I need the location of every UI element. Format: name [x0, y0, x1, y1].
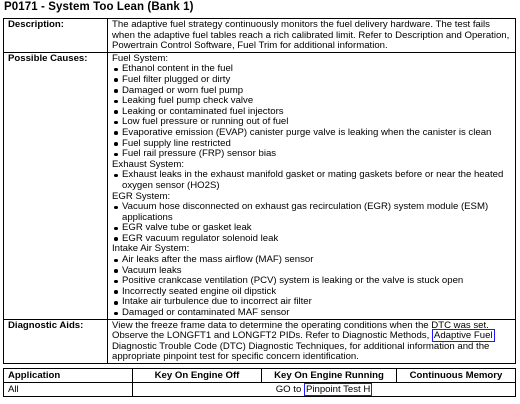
possible-causes-content	[108, 52, 516, 319]
dtc-info-table	[3, 18, 516, 364]
cause-item: Exhaust leaks in the exhaust manifold gasket or mating gaskets before or near the heated oxygen sensor (HO2S)	[112, 170, 512, 191]
goto-prefix: GO to	[275, 384, 302, 395]
cause-group-title: Intake Air System:	[112, 243, 190, 255]
cause-list	[112, 170, 512, 191]
cause-item: Leaking or contaminated fuel injectors	[112, 107, 512, 118]
description-row	[4, 19, 516, 53]
diagnostic-aids-row	[4, 319, 516, 363]
continuous-memory-header: Continuous Memory	[397, 369, 516, 383]
cause-group-title: Fuel System:	[112, 52, 168, 64]
application-header-row	[4, 369, 516, 383]
application-cell: All	[4, 383, 133, 397]
cause-item: EGR valve tube or gasket leak	[112, 223, 512, 234]
cause-group-title: EGR System:	[112, 190, 171, 202]
diagnostic-aids-label: Diagnostic Aids:	[4, 319, 108, 363]
diagnostic-aids-text-after: Diagnostic Trouble Code (DTC) Diagnostic Techniques, for additional information and the appropriate pinpoint test for specific concern identification.	[112, 340, 490, 363]
cause-item: Leaking fuel pump check valve	[112, 96, 512, 107]
cause-list	[112, 255, 512, 319]
cause-item: Damaged or worn fuel pump	[112, 86, 512, 97]
diagnostic-aids-text-before: View the freeze frame data to determine the operating conditions when the DTC was set. Observe the LONGFT1 and LONGFT2 PIDs. Refer to Diagnostic Methods,	[112, 319, 489, 342]
key-on-engine-off-header: Key On Engine Off	[133, 369, 262, 383]
cause-item: Fuel rail pressure (FRP) sensor bias	[112, 149, 512, 160]
cause-list	[112, 64, 512, 159]
description-label: Description:	[4, 19, 108, 53]
cause-item: Low fuel pressure or running out of fuel	[112, 117, 512, 128]
cause-item: Incorrectly seated engine oil dipstick	[112, 287, 512, 298]
goto-cell	[133, 383, 516, 397]
application-header: Application	[4, 369, 133, 383]
cause-group-title: Exhaust System:	[112, 158, 184, 170]
cause-list	[112, 202, 512, 244]
adaptive-fuel-link[interactable]: Adaptive Fuel	[433, 330, 493, 342]
key-on-engine-running-header: Key On Engine Running	[262, 369, 397, 383]
cause-item: Fuel supply line restricted	[112, 139, 512, 150]
application-table	[3, 368, 516, 397]
diagnostic-aids-text	[108, 319, 516, 363]
cause-item: Intake air turbulence due to incorrect air filter	[112, 297, 512, 308]
pinpoint-test-h-link[interactable]: Pinpoint Test H	[305, 384, 371, 395]
cause-item: Vacuum leaks	[112, 266, 512, 277]
cause-item: Evaporative emission (EVAP) canister purge valve is leaking when the canister is clean	[112, 128, 512, 139]
possible-causes-row	[4, 52, 516, 319]
cause-item: Positive crankcase ventilation (PCV) system is leaking or the valve is stuck open	[112, 276, 512, 287]
application-row	[4, 383, 516, 397]
cause-item: Vacuum hose disconnected on exhaust gas recirculation (EGR) system module (ESM) applications	[112, 202, 512, 223]
cause-item: Ethanol content in the fuel	[112, 64, 512, 75]
cause-item: EGR vacuum regulator solenoid leak	[112, 234, 512, 245]
description-text: The adaptive fuel strategy continuously monitors the fuel delivery hardware. The test fails when the adaptive fuel tables reach a rich calibrated limit. Refer to Description and Operation, Powertrain Control Software, Fuel Trim for additional information.	[108, 19, 516, 53]
cause-item: Damaged or contaminated MAF sensor	[112, 308, 512, 319]
possible-causes-label: Possible Causes:	[4, 52, 108, 319]
cause-item: Fuel filter plugged or dirty	[112, 75, 512, 86]
cause-item: Air leaks after the mass airflow (MAF) sensor	[112, 255, 512, 266]
page-title: P0171 - System Too Lean (Bank 1)	[4, 1, 194, 13]
